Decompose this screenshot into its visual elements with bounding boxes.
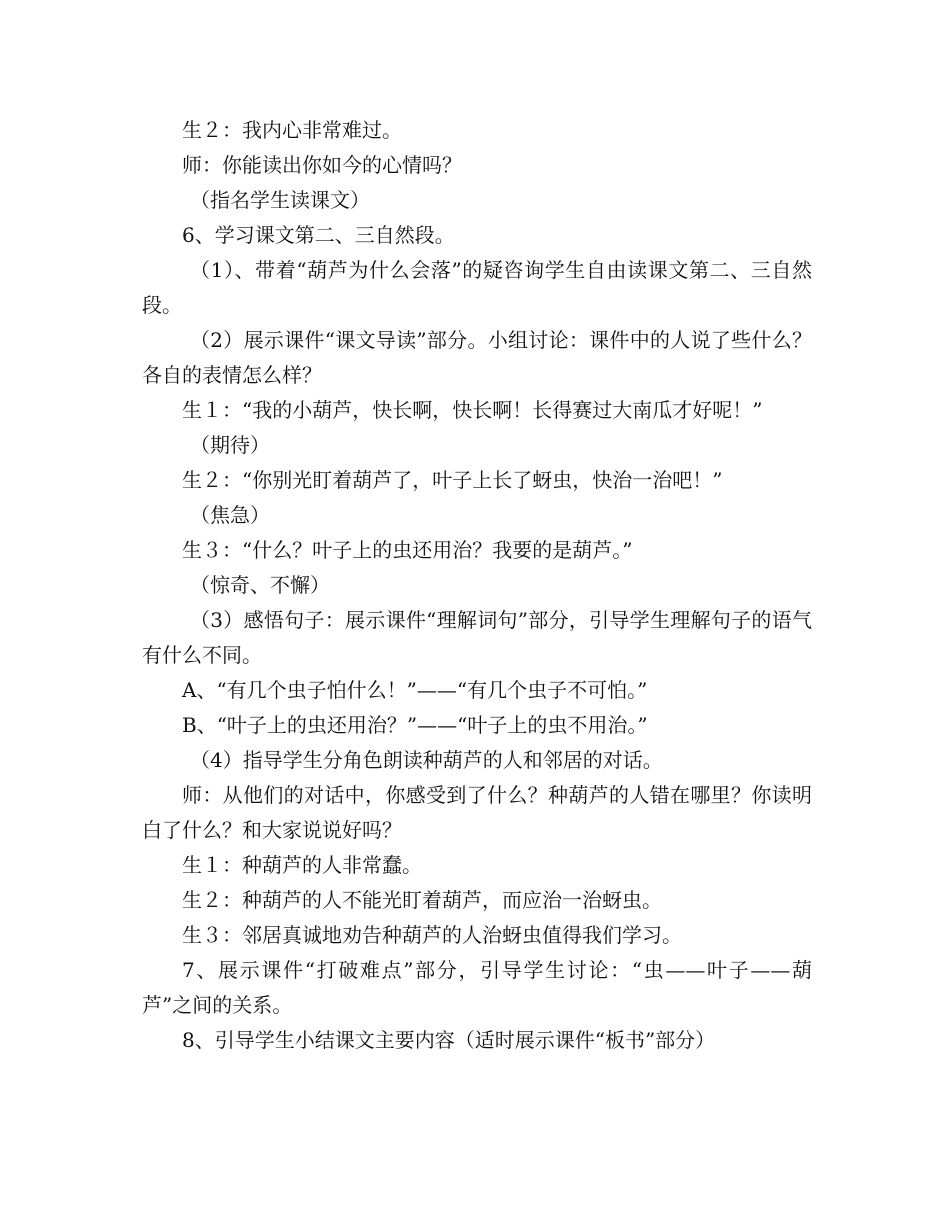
paragraph: 生１：“我的小葫芦，快长啊，快长啊！长得赛过大南瓜才好呢！” — [182, 398, 763, 422]
paragraph: （焦急） — [190, 503, 270, 527]
paragraph: B、“叶子上的虫还用治？”——“叶子上的虫不用治。” — [182, 713, 648, 737]
paragraph: 生１：种葫芦的人非常蠢。 — [182, 853, 422, 877]
paragraph: A、“有几个虫子怕什么！”——“有几个虫子不可怕。” — [182, 678, 648, 702]
paragraph: （指名学生读课文） — [190, 188, 370, 212]
paragraph: 生２：我内心非常难过。 — [182, 118, 402, 142]
lesson-text — [142, 113, 812, 1058]
paragraph: 7、展示课件“打破难点”部分，引导学生讨论：“虫——叶子——葫芦”之间的关系。 — [142, 958, 812, 1017]
paragraph: 生３：邻居真诚地劝告种葫芦的人治蚜虫值得我们学习。 — [182, 923, 682, 947]
paragraph: （期待） — [190, 433, 270, 457]
paragraph: 师：从他们的对话中，你感受到了什么？种葫芦的人错在哪里？你读明白了什么？和大家说说好吗？ — [142, 783, 812, 842]
paragraph: 生２：“你别光盯着葫芦了，叶子上长了蚜虫，快治一治吧！” — [182, 468, 723, 492]
paragraph: （2）展示课件“课文导读”部分。小组讨论：课件中的人说了些什么？各自的表情怎么样？ — [142, 328, 812, 387]
paragraph: （3）感悟句子：展示课件“理解词句”部分，引导学生理解句子的语气有什么不同。 — [142, 608, 812, 667]
paragraph: 生２：种葫芦的人不能光盯着葫芦，而应治一治蚜虫。 — [182, 888, 662, 912]
paragraph: 生３：“什么？叶子上的虫还用治？我要的是葫芦。” — [182, 538, 633, 562]
paragraph: 8、引导学生小结课文主要内容（适时展示课件“板书”部分） — [182, 1028, 716, 1052]
paragraph: （4）指导学生分角色朗读种葫芦的人和邻居的对话。 — [190, 748, 663, 772]
paragraph: 师：你能读出你如今的心情吗？ — [182, 153, 462, 177]
paragraph: 6、学习课文第二、三自然段。 — [182, 223, 455, 247]
paragraph: （惊奇、不懈） — [190, 573, 330, 597]
paragraph: （1）、带着“葫芦为什么会落”的疑咨询学生自由读课文第二、三自然段。 — [142, 258, 812, 317]
